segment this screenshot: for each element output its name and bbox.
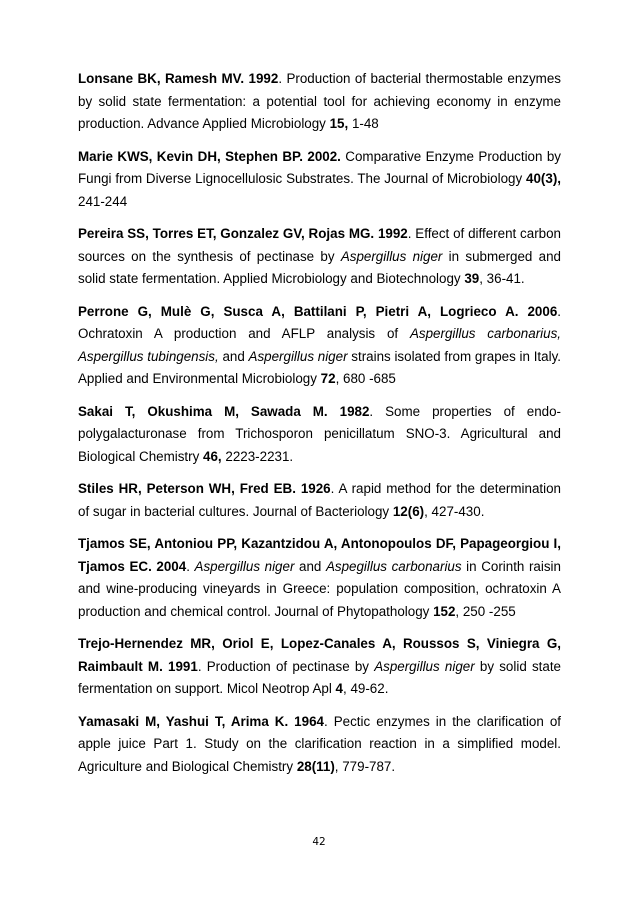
reference-volume: 152 <box>433 603 456 619</box>
reference-volume: 4 <box>335 681 343 696</box>
reference-pages: , 250 -255 <box>455 603 516 619</box>
reference-authors-year: Yamasaki M, Yashui T, Arima K. 1964 <box>78 713 324 729</box>
reference-volume: 15, <box>329 116 349 131</box>
reference-volume: 12(6) <box>392 503 425 519</box>
species-name: Aspergillus niger <box>340 248 443 264</box>
reference-authors-year: Tjamos SE, Antoniou PP, Kazantzidou A, Antonopoulos DF, Papageorgiou I, Tjamos EC. 2004 <box>78 536 561 574</box>
reference-pages: , 427-430. <box>424 503 485 519</box>
reference-pages: 2223-2231. <box>221 448 294 464</box>
reference-text: . Some properties of endo-polygalacturonase from Trichosporon penicillatum SNO-3. Agricultural and Biological Chemistry <box>78 403 561 464</box>
reference-authors-year: Pereira SS, Torres ET, Gonzalez GV, Rojas MG. 1992 <box>78 226 408 241</box>
reference-entry <box>78 478 561 523</box>
reference-volume: 39 <box>464 271 480 286</box>
reference-entry <box>78 401 561 469</box>
reference-text: and <box>294 558 326 574</box>
reference-text: . <box>186 558 195 574</box>
reference-volume: 40(3), <box>526 171 561 186</box>
reference-text: and <box>218 348 249 364</box>
reference-authors-year: Stiles HR, Peterson WH, Fred EB. 1926 <box>78 481 331 496</box>
reference-text: strains isolated from grapes in Italy. Applied and Environmental Microbiology <box>78 348 561 386</box>
species-name: Aspegillus carbonarius <box>325 558 462 574</box>
page-number: 42 <box>312 836 326 848</box>
reference-entry <box>78 301 561 391</box>
reference-entry <box>78 711 561 779</box>
species-name: Aspergillus niger <box>248 348 348 364</box>
reference-authors-year: Trejo-Hernendez MR, Oriol E, Lopez-Canales A, Roussos S, Viniegra G, Raimbault M. 1991 <box>78 636 561 674</box>
reference-list <box>78 68 561 788</box>
reference-pages: , 36-41. <box>479 271 525 286</box>
reference-authors-year: Sakai T, Okushima M, Sawada M. 1982 <box>78 403 370 419</box>
reference-text: Comparative Enzyme Production by Fungi from Diverse Lignocellulosic Substrates. The Journal of Microbiology <box>78 148 561 186</box>
reference-text: in submerged and solid state fermentation. Applied Microbiology and Biotechnology <box>78 248 561 286</box>
reference-entry <box>78 223 561 291</box>
species-name: Aspergillus carbonarius, Aspergillus tubingensis, <box>78 326 561 364</box>
reference-text: . Production of bacterial thermostable enzymes by solid state fermentation: a potential tool for achieving economy in enzyme production. Advance Applied Microbiology <box>78 71 561 131</box>
reference-text: by solid state fermentation on support. Micol Neotrop Apl <box>78 658 562 696</box>
reference-entry <box>78 68 561 136</box>
species-name: Aspergillus niger <box>374 658 475 674</box>
reference-volume: 72 <box>320 371 336 386</box>
reference-pages: 1-48 <box>348 116 379 131</box>
reference-pages: , 680 -685 <box>335 371 396 386</box>
reference-authors-year: Lonsane BK, Ramesh MV. 1992 <box>78 71 279 86</box>
reference-entry <box>78 146 561 214</box>
reference-entry <box>78 533 561 623</box>
reference-text: . Ochratoxin A production and AFLP analysis of <box>78 303 561 341</box>
reference-pages: , 49-62. <box>343 681 389 696</box>
reference-authors-year: Marie KWS, Kevin DH, Stephen BP. 2002. <box>78 148 341 164</box>
reference-text: . A rapid method for the determination of sugar in bacterial cultures. Journal of Bacteriology <box>78 481 561 519</box>
reference-entry <box>78 633 561 701</box>
reference-volume: 46, <box>203 448 222 464</box>
reference-text: . Effect of different carbon sources on the synthesis of pectinase by <box>78 226 561 264</box>
reference-pages: , 779-787. <box>334 758 396 774</box>
reference-text: . Production of pectinase by <box>197 658 375 674</box>
reference-text: in Corinth raisin and wine-producing vineyards in Greece: population composition, ochratoxin A production and chemical control. Journal of Phytopathology <box>78 558 561 619</box>
reference-pages: 241-244 <box>78 193 128 209</box>
reference-text: . Pectic enzymes in the clarification of apple juice Part 1. Study on the clarification reaction in a simplified model. Agriculture and Biological Chemistry <box>78 713 561 774</box>
reference-authors-year: Perrone G, Mulè G, Susca A, Battilani P, Pietri A, Logrieco A. 2006 <box>78 303 558 319</box>
reference-volume: 28(11) <box>296 758 335 774</box>
species-name: Aspergillus niger <box>194 558 295 574</box>
